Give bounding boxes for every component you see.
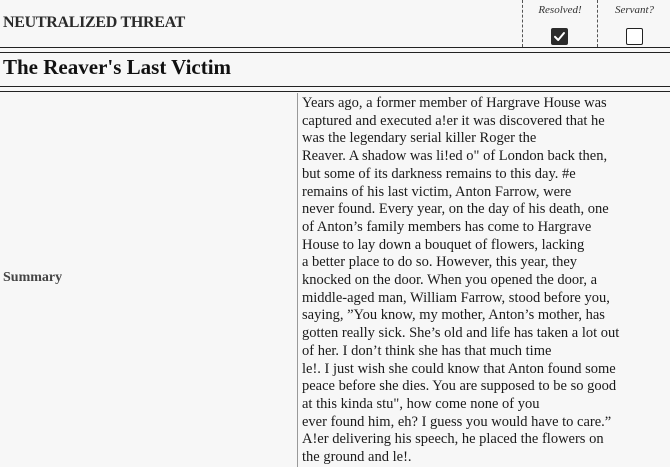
header-divider [0,47,670,53]
resolved-label: Resolved! [538,4,582,16]
title-divider [0,86,670,92]
summary-text: Years ago, a former member of Hargrave House was captured and executed a!er it was discovered that he was the legendary serial killer Roger the Reaver. A shadow was li!ed o" of London back then, but some of its darkness remains to this day. #e remains of his last victim, Anton Farrow, were never found. Every year, on the day of his death, one of Anton’s family members has come to Hargrave House to lay down a bouquet of flowers, lacking a better place to do so. However, this year, they knocked on the door. When you opened the door, a middle-aged man, William Farrow, stood before you, saying, ”You know, my mother, Anton’s mother, has gotten really sick. She’s old and life has taken a lot out of her. I don’t think she has that much time le!. I just wish she could know that Anton found some peace before she dies. You are supposed to be so good at this kinda stu", how come none of you ever found him, eh? I guess you would have to care.” A!er delivering his speech, he placed the flowers on the ground and le!. [302,95,620,466]
checkmark-icon [553,30,566,43]
category-label: NEUTRALIZED THREAT [3,14,186,31]
resolved-column [522,0,597,47]
servant-column [597,0,670,47]
card-title: The Reaver's Last Victim [3,55,232,79]
card-header [0,0,670,47]
summary-divider [297,93,298,467]
servant-checkbox[interactable] [626,28,643,45]
resolved-checkbox[interactable] [551,28,568,45]
servant-label: Servant? [614,4,655,16]
summary-label: Summary [3,270,63,285]
